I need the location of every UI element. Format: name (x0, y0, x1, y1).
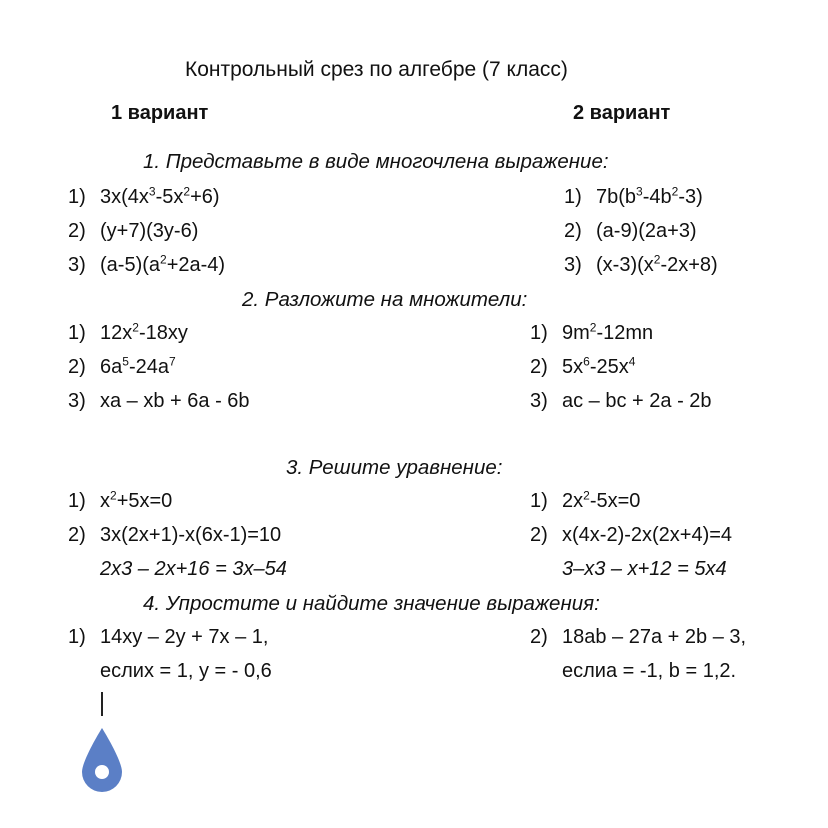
expr-part: -18xy (138, 322, 188, 344)
item-number: 2) (530, 356, 548, 378)
item-number: 3) (530, 390, 548, 412)
item-number: 2) (68, 356, 86, 378)
exponent: 5 (122, 354, 129, 369)
item-number: 1) (68, 322, 86, 344)
item-number: 3) (68, 254, 86, 276)
exponent: 2 (183, 184, 191, 199)
item-number: 2) (564, 220, 582, 242)
item-number: 2) (530, 524, 548, 546)
expr-part: 3x(4x (100, 186, 149, 208)
expr-part: -5x=0 (589, 490, 641, 512)
expr-part: (y+7)(3y-6) (100, 220, 199, 242)
t3-v1-item-1 (68, 490, 172, 513)
exponent: 3 (636, 184, 643, 199)
item-number: 1) (68, 490, 86, 512)
t4-v2-item (530, 626, 746, 649)
exponent: 6 (583, 354, 590, 369)
exponent: 2 (160, 252, 167, 267)
expr-part: +2a-4) (166, 254, 226, 276)
water-drop-icon[interactable] (80, 726, 124, 799)
expr-part: 6a (100, 356, 123, 378)
expr-part: 14xy – 2y + 7x – 1, (100, 626, 269, 648)
t2-v1-item-1 (68, 322, 188, 345)
expr-part: +6) (190, 186, 220, 208)
t3-v1-item-2 (68, 524, 281, 547)
expr-part: 7b(b (596, 186, 637, 208)
t3-v2-equation-note: 3–x3 – x+12 = 5x4 (562, 558, 727, 580)
expr-part: 5x (562, 356, 584, 378)
expr-part: 18ab – 27a + 2b – 3, (562, 626, 747, 648)
t4-v2-condition: еслиa = -1, b = 1,2. (562, 660, 737, 682)
task-4-header: 4. Упростите и найдите значение выражения: (143, 592, 600, 615)
expr-part: -25x (589, 356, 629, 378)
item-number: 1) (530, 490, 548, 512)
t3-v2-item-1 (530, 490, 640, 513)
expr-part: -12mn (596, 322, 654, 344)
item-number: 2) (530, 626, 548, 648)
expr-part: (a-9)(2a+3) (596, 220, 697, 242)
t4-v1-condition: еслиx = 1, y = - 0,6 (100, 660, 272, 682)
variant-2-label: 2 вариант (573, 102, 671, 124)
item-number: 2) (68, 524, 86, 546)
t2-v2-item-3 (530, 390, 712, 413)
item-number: 1) (68, 186, 86, 208)
exponent: 7 (168, 354, 176, 369)
expr-part: (a-5)(a (100, 254, 161, 276)
variant-1-label: 1 вариант (111, 102, 209, 124)
exponent: 2 (671, 184, 679, 199)
t1-v1-item-3 (68, 254, 225, 277)
t2-v2-item-2 (530, 356, 635, 379)
task-2-header: 2. Разложите на множители: (242, 288, 528, 311)
expr-part: 9m (562, 322, 590, 344)
expr-part: xa – xb + 6a - 6b (100, 390, 250, 412)
t1-v2-item-2 (564, 220, 697, 243)
exponent: 2 (132, 320, 139, 335)
t2-v1-item-2 (68, 356, 176, 379)
text-cursor (101, 692, 103, 716)
item-number: 1) (564, 186, 582, 208)
expr-part: ac – bc + 2a - 2b (562, 390, 712, 412)
expr-part: (x-3)(x (596, 254, 654, 276)
exponent: 2 (110, 488, 117, 503)
item-number: 1) (530, 322, 548, 344)
t3-v2-item-2 (530, 524, 732, 547)
t1-v2-item-1 (564, 186, 703, 209)
t1-v2-item-3 (564, 254, 718, 277)
expr-part: 12x (100, 322, 133, 344)
expr-part: -3) (678, 186, 703, 208)
exponent: 3 (148, 184, 156, 199)
expr-part: -2x+8) (660, 254, 718, 276)
t1-v1-item-2 (68, 220, 198, 243)
exponent: 2 (583, 488, 590, 503)
expr-part: 2x (562, 490, 584, 512)
expr-part: -4b (642, 186, 672, 208)
t4-v1-item (68, 626, 268, 649)
task-3-header: 3. Решите уравнение: (286, 456, 503, 479)
t2-v2-item-1 (530, 322, 653, 345)
expr-part: -24a (128, 356, 169, 378)
item-number: 3) (68, 390, 86, 412)
item-number: 1) (68, 626, 86, 648)
expr-part: -5x (155, 186, 184, 208)
expr-part: 3x(2x+1)-x(6x-1)=10 (100, 524, 282, 546)
expr-part: +5x=0 (116, 490, 173, 512)
task-1-header: 1. Представьте в виде многочлена выражение: (143, 150, 609, 173)
page-title: Контрольный срез по алгебре (7 класс) (185, 58, 568, 81)
item-number: 2) (68, 220, 86, 242)
expr-part: x (100, 490, 110, 512)
expr-part: x(4x-2)-2x(2x+4)=4 (562, 524, 733, 546)
exponent: 2 (653, 252, 661, 267)
t3-v1-equation-note: 2x3 – 2x+16 = 3x–54 (100, 558, 287, 580)
t1-v1-item-1 (68, 186, 220, 209)
t2-v1-item-3 (68, 390, 250, 413)
exponent: 2 (589, 320, 597, 335)
exponent: 4 (628, 354, 636, 369)
item-number: 3) (564, 254, 582, 276)
